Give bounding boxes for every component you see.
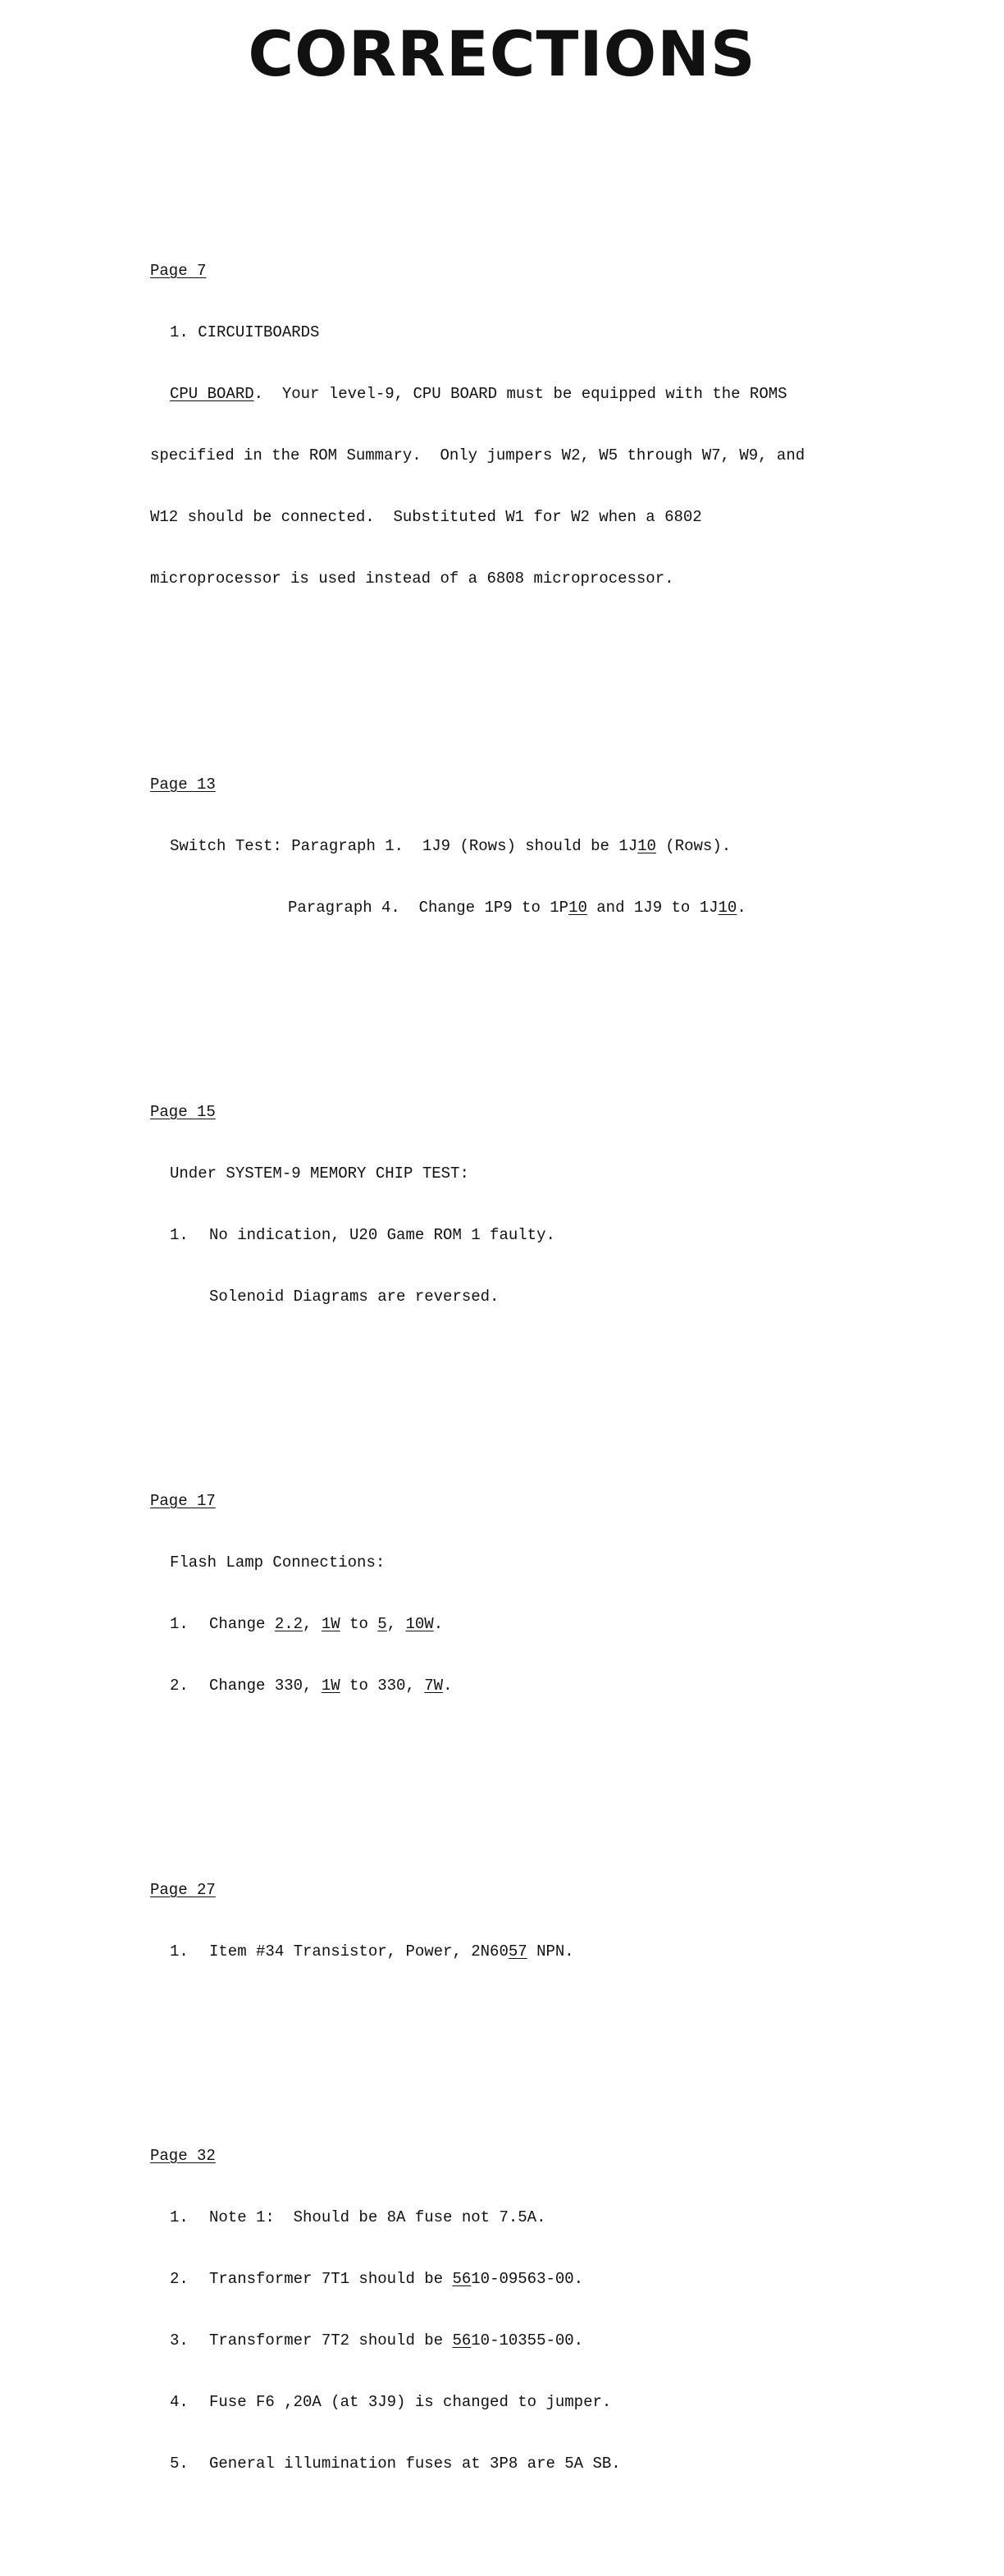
underlined-text: 1W: [321, 1677, 340, 1695]
item-number: 2.: [170, 1677, 189, 1695]
item-text: Paragraph 4. Change 1P9 to 1P: [288, 899, 569, 917]
item-line: [150, 2331, 872, 2351]
item-text: Item #34 Transistor, Power, 2N60: [209, 1942, 509, 1961]
corrections-list: [150, 138, 872, 2576]
item-number: 1.: [170, 1226, 189, 1244]
item-line: microprocessor is used instead of a 6808 microprocessor.: [150, 570, 674, 588]
item-number: 4.: [170, 2393, 189, 2411]
item-number: 1.: [170, 2208, 189, 2226]
item-text: General illumination fuses at 3P8 are 5A SB.: [209, 2455, 621, 2473]
item-line: [150, 2208, 872, 2228]
item-text: NPN.: [527, 1942, 574, 1961]
item-line: [150, 836, 872, 857]
item-text: . Your level-9, CPU BOARD must be equipped with the ROMS: [253, 385, 787, 403]
item-line: Under SYSTEM-9 MEMORY CHIP TEST:: [170, 1164, 469, 1183]
underlined-text: 10W: [405, 1615, 434, 1633]
item-text: Fuse F6 ,20A (at 3J9) is changed to jumper.: [209, 2393, 612, 2411]
item-line: [150, 1614, 872, 1635]
underlined-text: 10: [718, 899, 737, 917]
item-number: 1.: [170, 1615, 189, 1633]
section-heading: Page 13: [150, 776, 216, 794]
item-text: Switch Test: Paragraph 1. 1J9 (Rows) should be 1J: [170, 837, 638, 855]
item-line: [150, 1942, 872, 1962]
underlined-text: 56: [452, 2270, 472, 2288]
item-line: specified in the ROM Summary. Only jumpers W2, W5 through W7, W9, and: [150, 446, 805, 464]
item-text: (Rows).: [655, 837, 732, 855]
page-title: CORRECTIONS: [248, 17, 756, 90]
item-line: [150, 2454, 872, 2474]
underlined-text: CPU BOARD: [170, 385, 254, 403]
item-number: 1.: [170, 1942, 189, 1961]
item-number: 2.: [170, 2270, 189, 2288]
item-text: to 330,: [340, 1677, 425, 1695]
underlined-text: 1W: [321, 1615, 340, 1633]
item-text: Note 1: Should be 8A fuse not 7.5A.: [209, 2208, 546, 2226]
section-heading: Page 15: [150, 1103, 216, 1121]
section-heading: Page 32: [150, 2147, 216, 2165]
underlined-text: 7W: [424, 1677, 444, 1695]
item-text: Transformer 7T2 should be: [209, 2331, 453, 2350]
item-line: Solenoid Diagrams are reversed.: [209, 1288, 500, 1306]
item-text: .: [737, 899, 746, 917]
section-page-15: [150, 1061, 872, 1348]
underlined-text: 5: [377, 1615, 387, 1633]
item-line: W12 should be connected. Substituted W1 for W2 when a 6802: [150, 508, 702, 526]
item-line: [150, 1676, 872, 1696]
item-line: [150, 2392, 872, 2413]
item-line: 1. CIRCUITBOARDS: [170, 323, 320, 341]
underlined-text: 10: [637, 837, 656, 855]
underlined-text: 57: [508, 1942, 527, 1961]
section-heading: Page 17: [150, 1492, 216, 1510]
item-text: Change 330,: [209, 1677, 322, 1695]
item-text: Change: [209, 1615, 275, 1633]
item-number: 5.: [170, 2455, 189, 2473]
item-text: .: [433, 1615, 444, 1633]
item-text: ,: [303, 1615, 322, 1633]
underlined-text: 10: [568, 899, 587, 917]
item-text: ,: [386, 1615, 406, 1633]
underlined-text: 56: [452, 2331, 472, 2350]
item-text: 10-10355-00.: [471, 2331, 584, 2350]
item-line: [150, 384, 872, 405]
item-line: [150, 898, 872, 918]
item-text: No indication, U20 Game ROM 1 faulty.: [209, 1226, 555, 1244]
item-text: 10-09563-00.: [471, 2270, 584, 2288]
item-line: Flash Lamp Connections:: [170, 1553, 386, 1572]
section-page-27: [150, 1839, 872, 2003]
item-text: and 1J9 to 1J: [586, 899, 719, 917]
section-page-32: [150, 2105, 872, 2515]
item-text: to: [340, 1615, 378, 1633]
section-page-17: [150, 1450, 872, 1737]
item-number: 3.: [170, 2331, 189, 2350]
item-text: Transformer 7T1 should be: [209, 2270, 453, 2288]
underlined-text: 2.2: [274, 1615, 303, 1633]
section-page-13: [150, 734, 872, 959]
item-line: [150, 2269, 872, 2290]
section-page-7: [150, 220, 872, 630]
item-text: .: [443, 1677, 453, 1695]
section-heading: Page 7: [150, 262, 207, 280]
item-line: [150, 1225, 872, 1246]
section-heading: Page 27: [150, 1881, 216, 1899]
